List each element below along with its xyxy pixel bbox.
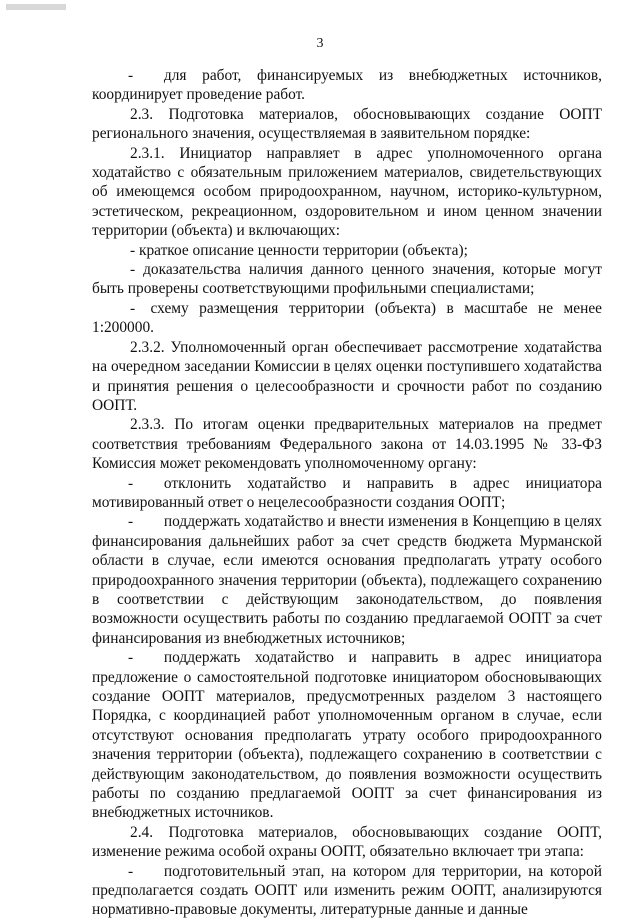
list-item: - отклонить ходатайство и направить в адрес инициатора мотивированный ответ о нецелесообразности создания ООПТ; [92,474,602,511]
list-item: - краткое описание ценности территории (объекта); [130,241,468,259]
page-number: 3 [316,36,324,51]
paragraph: 2.4. Подготовка материалов, обосновывающих создание ООПТ, изменение режима особой охраны ООПТ, обязательно включает три этапа: [92,823,602,861]
list-item: - поддержать ходатайство и внести изменения в Концепцию в целях финансирования дальнейших работ за счет средств бюджета Мурманской области в случае, если имеются основания предполагать утрату особого природоохранного значения территории (объекта), подлежащего сохранению в соответствии с действующим законодательством, до появления возможности осуществить работы по созданию предлагаемой ООПТ за счет финансирования из внебюджетных источников; [92,513,602,647]
body-text [92,66,602,920]
scan-mark [6,4,66,10]
paragraph: 2.3. Подготовка материалов, обосновывающих создание ООПТ регионального значения, осуществляемая в заявительном порядке: [92,105,602,143]
paragraph: 2.3.1. Инициатор направляет в адрес уполномоченного органа ходатайство с обязательным приложением материалов, свидетельствующих об имеющемся особом природоохранном, научном, историко-культурном, эстетическом, рекреационном, оздоровительном и ином ценном значении территории (объекта) и включающих: [92,144,602,240]
paragraph: 2.3.2. Уполномоченный орган обеспечивает рассмотрение ходатайства на очередном заседании Комиссии в целях оценки поступившего ходатайства и принятия решения о целесообразности и срочности работ по созданию ООПТ. [92,338,602,414]
paragraph: 2.3.3. По итогам оценки предварительных материалов на предмет соответствия требованиям Федерального закона от 14.03.1995 № 33-ФЗ Комиссия может рекомендовать уполномоченному органу: [92,416,602,473]
paragraph: - для работ, финансируемых из внебюджетных источников, координирует проведение работ. [92,67,602,104]
list-item: - поддержать ходатайство и направить в адрес инициатора предложение о самостоятельной подготовке инициатором обосновывающих создание ООПТ материалов, предусмотренных разделом 3 настоящего Порядка, с координацией работ уполномоченным органом в случае, если отсутствуют основания предполагать утрату особого природоохранного значения территории (объекта), подлежащего сохранению в соответствии с действующим законодательством, до появления возможности осуществить работы по созданию предлагаемой ООПТ за счет финансирования из внебюджетных источников. [92,649,602,822]
list-item: - схему размещения территории (объекта) в масштабе не менее 1:200000. [92,299,602,337]
list-item: - доказательства наличия данного ценного значения, которые могут быть проверены соответствующими профильными специалистами; [92,261,602,298]
list-item: - подготовительный этап, на котором для территории, на которой предполагается создать ООПТ или изменить режим ООПТ, анализируются нормативно-правовые документы, литературные данные и данные [92,862,602,919]
